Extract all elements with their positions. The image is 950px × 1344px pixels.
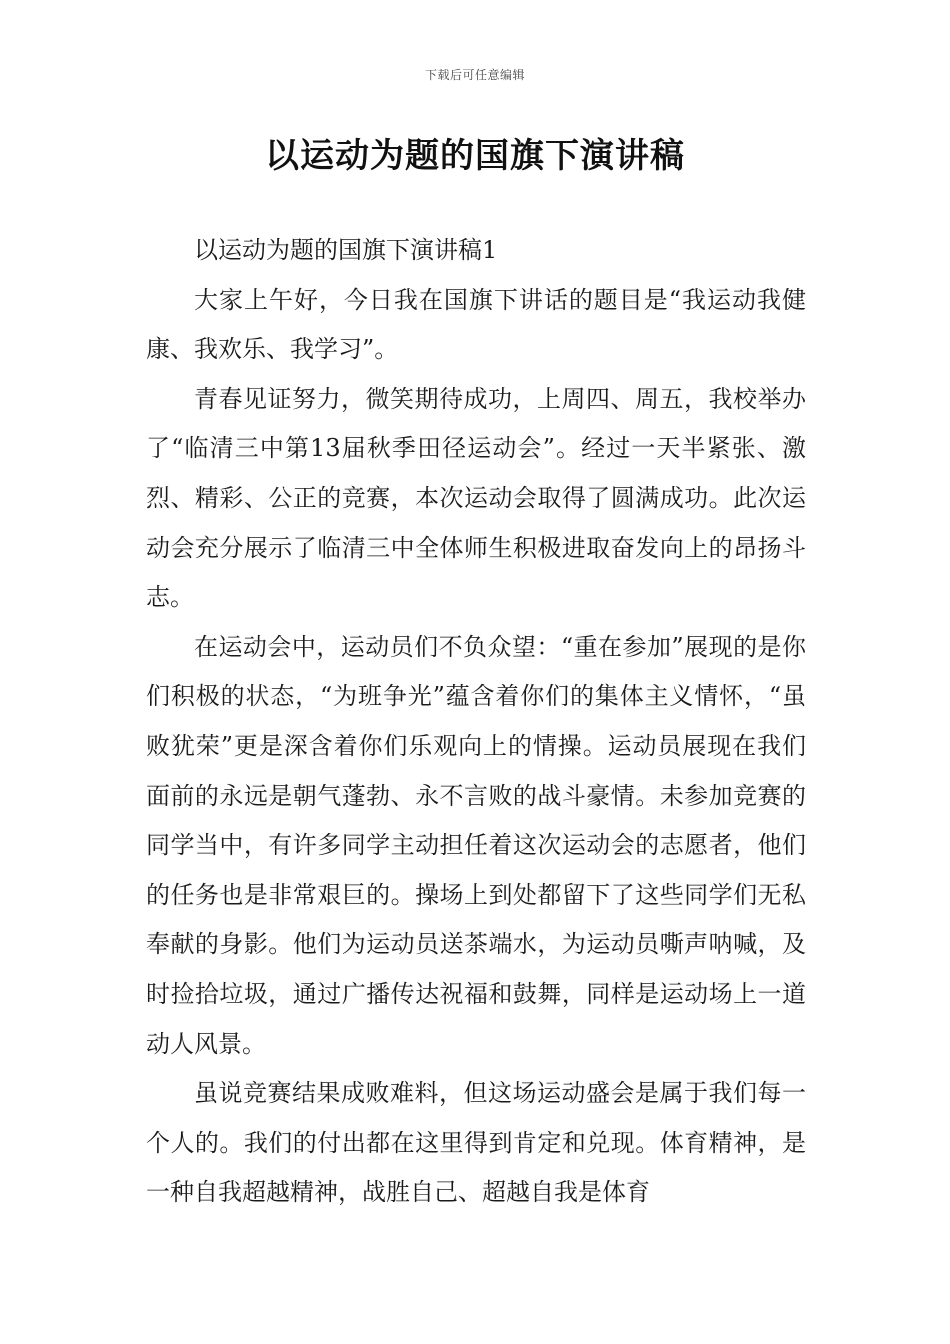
document-body: [146, 226, 806, 1218]
paragraph-subtitle: 以运动为题的国旗下演讲稿1: [194, 236, 498, 264]
document-title: 以运动为题的国旗下演讲稿: [265, 136, 685, 176]
paragraph: 大家上午好，今日我在国旗下讲话的题目是“我运动我健康、我欢乐、我学习”。: [146, 285, 806, 364]
header-note: 下载后可任意编辑: [424, 68, 525, 82]
paragraph: 虽说竞赛结果成败难料，但这场运动盛会是属于我们每一个人的。我们的付出都在这里得到肯定和兑现。体育精神，是一种自我超越精神，战胜自己、超越自我是体育: [146, 1079, 806, 1207]
paragraph: 青春见证努力，微笑期待成功，上周四、周五，我校举办了“临清三中第13届秋季田径运动会”。经过一天半紧张、激烈、精彩、公正的竞赛，本次运动会取得了圆满成功。此次运动会充分展示了临清三中全体师生积极进取奋发向上的昂扬斗志。: [146, 384, 806, 612]
paragraph: 在运动会中，运动员们不负众望：“重在参加”展现的是你们积极的状态，“为班争光”蕴含着你们的集体主义情怀，“虽败犹荣”更是深含着你们乐观向上的情操。运动员展现在我们面前的永远是朝气蓬勃、永不言败的战斗豪情。未参加竞赛的同学当中，有许多同学主动担任着这次运动会的志愿者，他们的任务也是非常艰巨的。操场上到处都留下了这些同学们无私奉献的身影。他们为运动员送茶端水，为运动员嘶声呐喊，及时捡拾垃圾，通过广播传达祝福和鼓舞，同样是运动场上一道动人风景。: [146, 632, 806, 1058]
